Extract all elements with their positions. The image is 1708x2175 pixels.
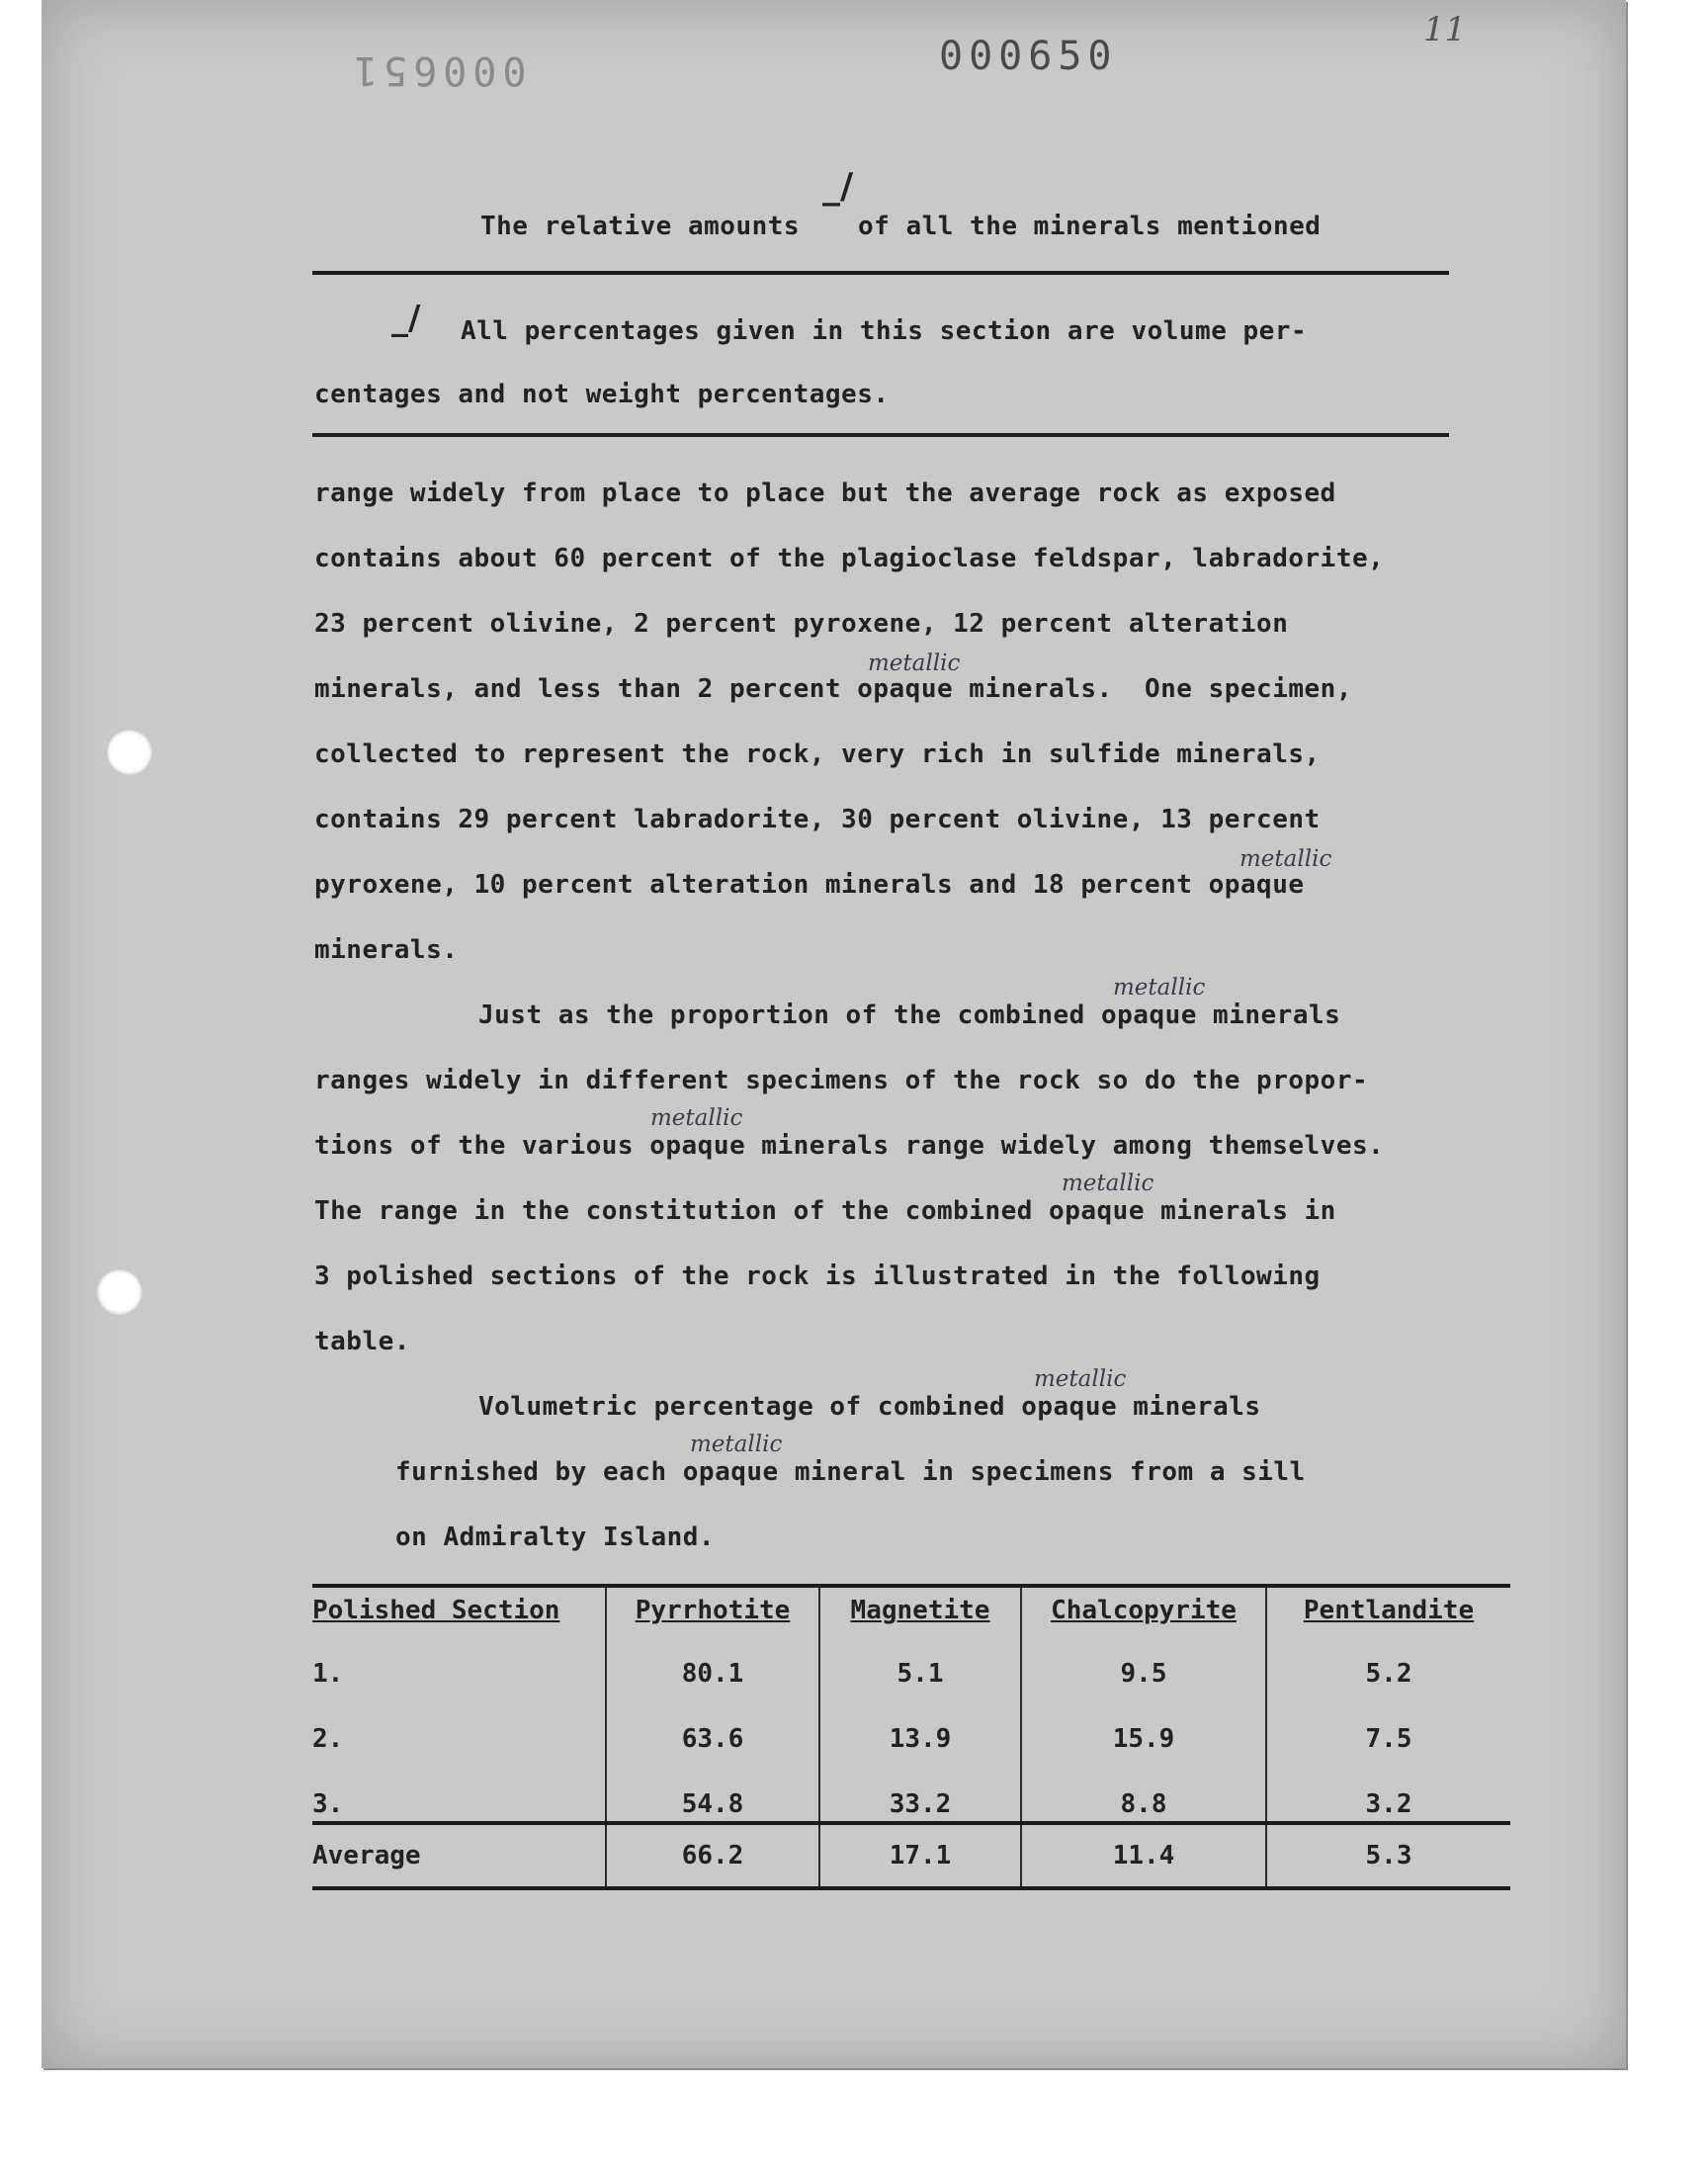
table-caption-line: Volumetric percentage of combined opaque minerals [478,1392,1261,1422]
table-header: Polished Section [312,1596,560,1625]
heading: The relative amounts [480,212,801,241]
table-cell: 9.5 [1120,1659,1167,1689]
body-line: minerals. [314,935,459,965]
table-header: Chalcopyrite [1051,1596,1237,1625]
punch-hole [97,1269,142,1315]
faded-stamp-number: 000651 [348,47,527,93]
handwritten-annotation: metallic [1034,1366,1127,1392]
table-cell: 63.6 [681,1724,744,1754]
table-cell: 5.1 [897,1659,944,1689]
body-line: contains about 60 percent of the plagioclase feldspar, labradorite, [314,544,1385,573]
stamp-number: 000650 [939,34,1118,79]
body-line: contains 29 percent labradorite, 30 percent olivine, 13 percent [314,805,1321,834]
body-line: tions of the various opaque minerals range widely among themselves. [314,1131,1385,1161]
table-header: Pentlandite [1303,1596,1475,1625]
footnote-marker: _/ [391,299,421,338]
table-cell: 3.2 [1365,1789,1412,1819]
page-number: 11 [1423,10,1467,49]
footnote-marker: _/ [822,166,854,207]
table-cell: 5.2 [1365,1659,1412,1689]
punch-hole [107,730,152,775]
table-cell: 2. [312,1724,344,1754]
body-line: pyroxene, 10 percent alteration minerals and 18 percent opaque [314,870,1305,900]
table-cell: 7.5 [1365,1724,1412,1754]
handwritten-annotation: metallic [1239,846,1332,872]
table-cell: 11.4 [1112,1841,1175,1870]
body-line: The range in the constitution of the combined opaque minerals in [314,1196,1336,1226]
table-header: Magnetite [850,1596,990,1625]
body-line: Just as the proportion of the combined opaque minerals [478,1000,1341,1030]
footnote-rule-top [312,271,1449,275]
body-line: 23 percent olivine, 2 percent pyroxene, 12 percent alteration [314,609,1289,639]
document-page [42,0,1626,2068]
handwritten-annotation: metallic [650,1105,743,1131]
table-cell: 8.8 [1120,1789,1167,1819]
footnote-line: All percentages given in this section are volume per- [461,316,1308,346]
footnote-line: centages and not weight percentages. [314,380,890,409]
table-cell: 66.2 [681,1841,744,1870]
handwritten-annotation: metallic [1113,975,1206,1000]
table-rule-bottom [312,1886,1510,1890]
table-cell: 80.1 [681,1659,744,1689]
table-cell: 54.8 [681,1789,744,1819]
table-cell: 1. [312,1659,344,1689]
footnote-rule-bottom [312,433,1449,437]
heading-continued: of all the minerals mentioned [858,212,1322,241]
table-cell: 15.9 [1112,1724,1175,1754]
body-line: collected to represent the rock, very rich in sulfide minerals, [314,740,1321,769]
handwritten-annotation: metallic [1062,1171,1154,1196]
handwritten-annotation: metallic [690,1432,783,1457]
table-cell: 33.2 [889,1789,952,1819]
table-rule-average [312,1821,1510,1825]
body-line: range widely from place to place but the average rock as exposed [314,478,1336,508]
body-line: minerals, and less than 2 percent opaque minerals. One specimen, [314,674,1352,704]
body-line: ranges widely in different specimens of the rock so do the propor- [314,1066,1369,1095]
body-line: table. [314,1327,410,1356]
table-cell: 17.1 [889,1841,952,1870]
table-header: Pyrrhotite [635,1596,791,1625]
table-cell: 5.3 [1365,1841,1412,1870]
table-cell: 3. [312,1789,344,1819]
table-rule-top [312,1584,1510,1588]
table-caption-line: on Admiralty Island. [395,1522,716,1552]
handwritten-annotation: metallic [868,651,961,676]
table-caption-line: furnished by each opaque mineral in specimens from a sill [395,1457,1306,1487]
body-line: 3 polished sections of the rock is illustrated in the following [314,1262,1321,1291]
table-cell: Average [312,1841,421,1870]
table-cell: 13.9 [889,1724,952,1754]
